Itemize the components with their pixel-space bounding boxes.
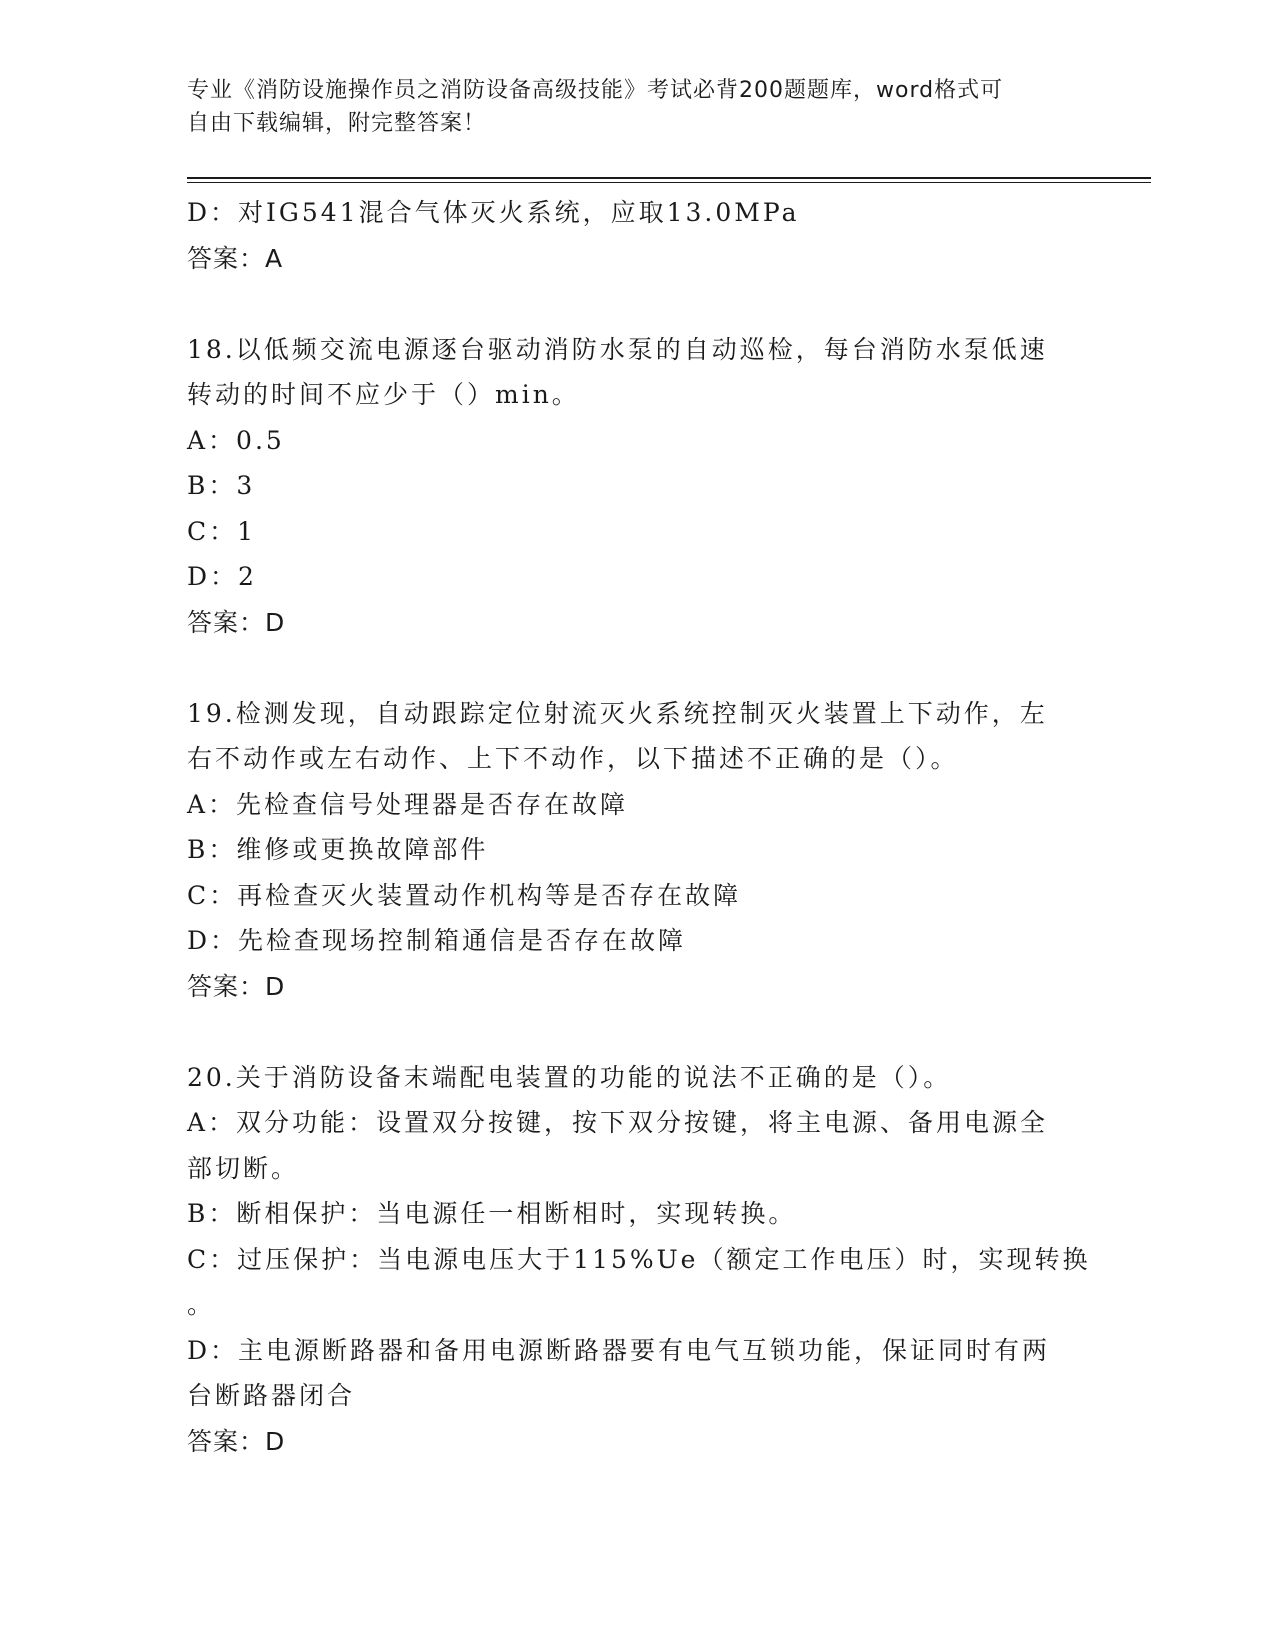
question-content [187,190,1091,1464]
option-a: A：双分功能：设置双分按键，按下双分按键，将主电源、备用电源全 [187,1108,1049,1137]
option-d-continued: 台断路器闭合 [187,1381,356,1410]
option-c-continued: 。 [187,1290,216,1319]
option-d: D：对IG541混合气体灭火系统，应取13.0MPa [187,198,800,227]
question-stem: 右不动作或左右动作、上下不动作，以下描述不正确的是（）。 [187,744,959,773]
answer-line: 答案：D [187,1426,286,1456]
question-18 [187,327,1087,646]
answer-line: 答案：A [187,243,284,273]
option-b: B：维修或更换故障部件 [187,835,489,864]
option-d: D：先检查现场控制箱通信是否存在故障 [187,926,687,955]
header-line-2: 自由下载编辑，附完整答案！ [187,111,487,136]
option-b: B：3 [187,471,256,500]
question-20 [187,1055,1091,1465]
header-rule-thin [187,182,1151,183]
option-d: D：2 [187,562,257,591]
previous-question-tail [187,190,1087,281]
option-a: A：0.5 [187,425,285,455]
answer-line: 答案：D [187,971,286,1001]
question-19 [187,691,1087,1010]
spacer [187,1009,1087,1055]
header-line-1: 专业《消防设施操作员之消防设备高级技能》考试必背200题题库，word格式可 [187,78,1004,103]
option-c: C：过压保护：当电源电压大于115%Ue（额定工作电压）时，实现转换 [187,1244,1091,1274]
question-stem: 18.以低频交流电源逐台驱动消防水泵的自动巡检，每台消防水泵低速 [187,334,1048,364]
spacer [187,645,1087,691]
header-rule-thick [187,177,1151,179]
question-stem: 转动的时间不应少于（）min。 [187,380,580,409]
answer-line: 答案：D [187,607,286,637]
option-b: B：断相保护：当电源任一相断相时，实现转换。 [187,1199,797,1228]
page-header [187,74,1087,140]
question-stem: 19.检测发现，自动跟踪定位射流灭火系统控制灭火装置上下动作，左 [187,698,1048,728]
option-a: A：先检查信号处理器是否存在故障 [187,789,629,819]
option-d: D：主电源断路器和备用电源断路器要有电气互锁功能，保证同时有两 [187,1335,1051,1365]
question-stem: 20.关于消防设备末端配电装置的功能的说法不正确的是（）。 [187,1062,952,1092]
option-c: C：1 [187,516,257,546]
option-c: C：再检查灭火装置动作机构等是否存在故障 [187,880,742,910]
option-a-continued: 部切断。 [187,1153,300,1183]
spacer [187,281,1087,327]
